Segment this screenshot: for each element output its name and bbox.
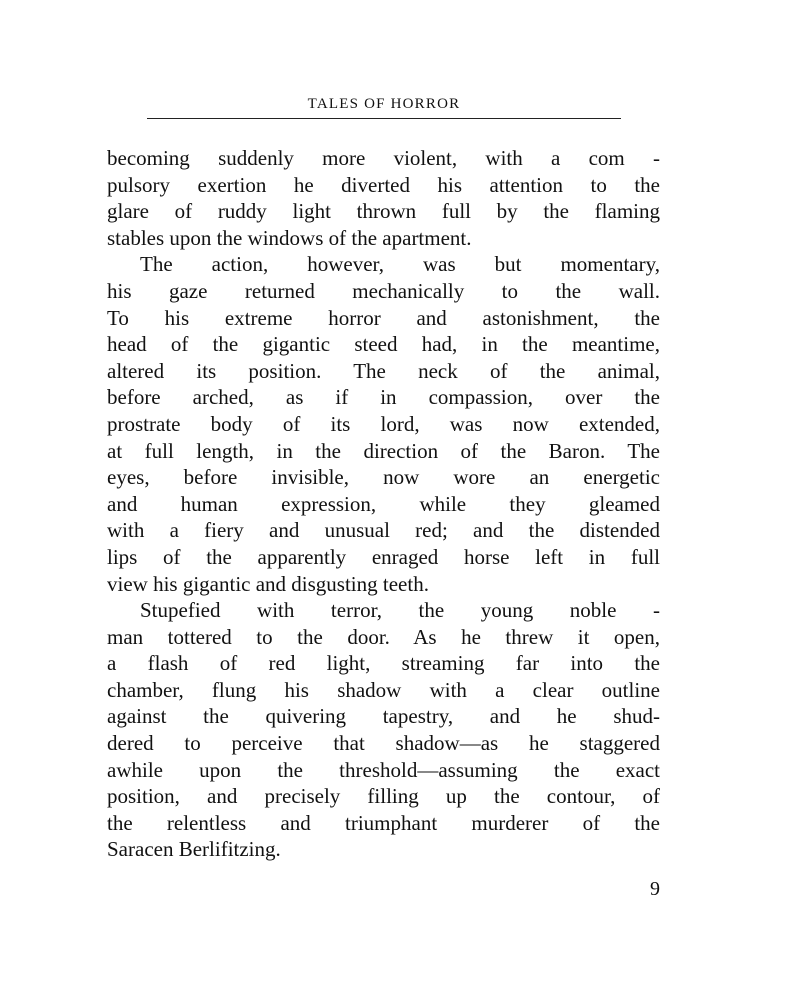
text-line: pulsory exertion he diverted his attention to the: [107, 172, 660, 197]
text-line: glare of ruddy light thrown full by the flaming: [107, 199, 660, 224]
text-line: chamber, flung his shadow with a clear outline: [107, 677, 660, 702]
text-line: with a fiery and unusual red; and the distended: [107, 518, 660, 543]
text-line: stables upon the windows of the apartment.: [107, 225, 472, 250]
text-line: before arched, as if in compassion, over the: [107, 385, 660, 410]
text-line: view his gigantic and disgusting teeth.: [107, 571, 429, 596]
text-line: head of the gigantic steed had, in the meantime,: [107, 332, 660, 357]
text-line: becoming suddenly more violent, with a com -: [107, 146, 660, 170]
text-line: Saracen Berlifitzing.: [107, 837, 281, 862]
text-line: prostrate body of its lord, was now extended,: [107, 411, 660, 436]
text-line: his gaze returned mechanically to the wall.: [107, 278, 660, 303]
text-line: The action, however, was but momentary,: [140, 252, 660, 277]
text-line: position, and precisely filling up the contour, of: [107, 784, 660, 809]
text-line: against the quivering tapestry, and he shud-: [107, 704, 660, 729]
text-line: the relentless and triumphant murderer of the: [107, 810, 660, 835]
text-line: at full length, in the direction of the Baron. The: [107, 438, 660, 463]
body-text: [107, 145, 660, 863]
text-line: awhile upon the threshold—assuming the exact: [107, 757, 660, 782]
text-line: a flash of red light, streaming far into the: [107, 651, 660, 676]
text-line: and human expression, while they gleamed: [107, 491, 660, 516]
text-line: To his extreme horror and astonishment, the: [107, 305, 660, 330]
text-line: man tottered to the door. As he threw it open,: [107, 624, 660, 649]
text-line: eyes, before invisible, now wore an energetic: [107, 465, 660, 490]
page-number: 9: [650, 878, 660, 900]
text-line: Stupefied with terror, the young noble -: [140, 598, 660, 623]
text-line: altered its position. The neck of the animal,: [107, 358, 660, 383]
running-head: TALES OF HORROR: [307, 96, 461, 112]
header-rule: [147, 118, 621, 119]
text-line: lips of the apparently enraged horse left in full: [107, 544, 660, 569]
text-line: dered to perceive that shadow—as he staggered: [107, 731, 660, 756]
